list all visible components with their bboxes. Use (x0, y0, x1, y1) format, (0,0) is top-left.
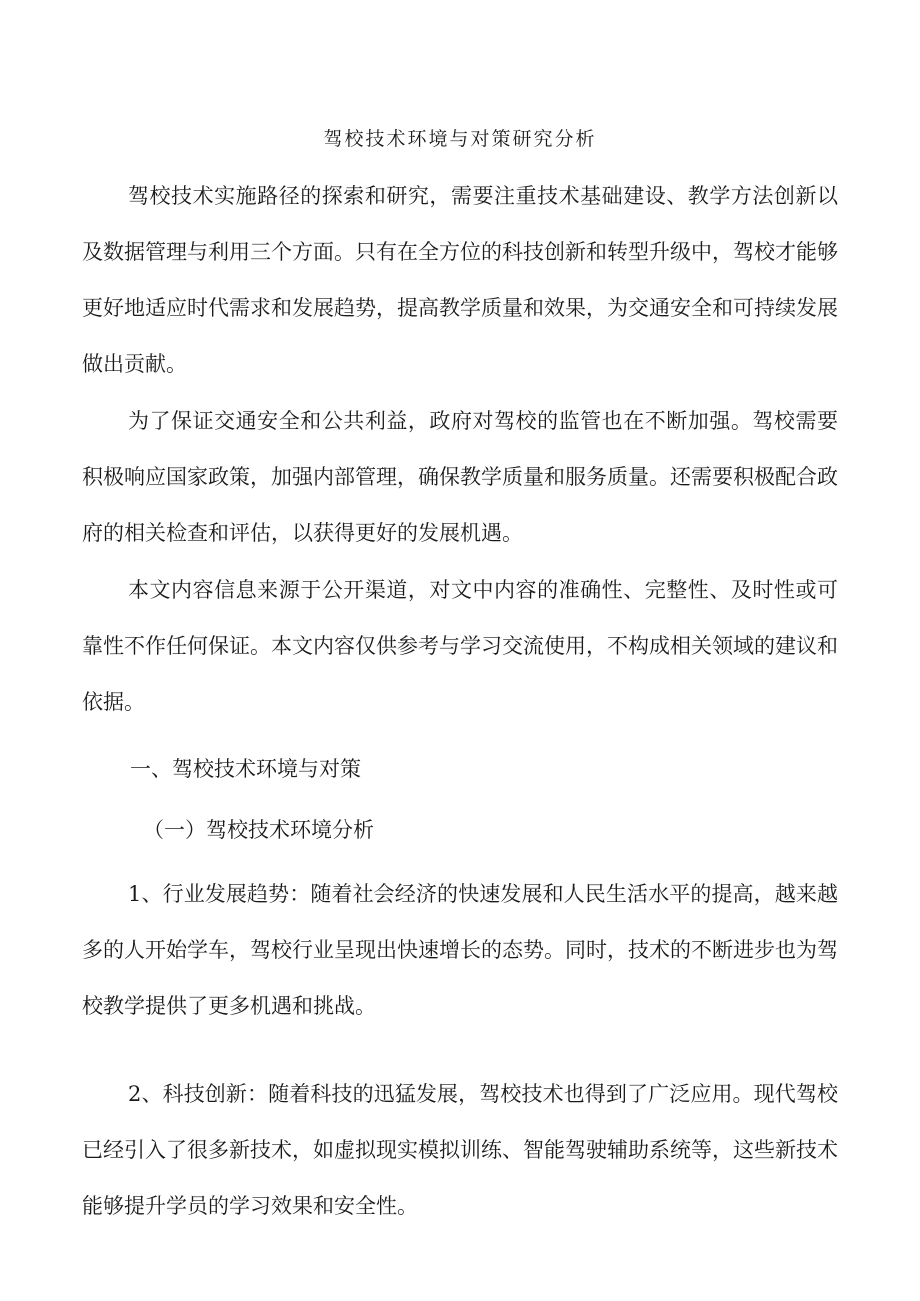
section-heading: 一、驾校技术环境与对策 (130, 757, 361, 781)
document-title: 驾校技术环境与对策研究分析 (323, 128, 597, 150)
item-tech-innovation: 2、科技创新：随着科技的迅猛发展，驾校技术也得到了广泛应用。现代驾校已经引入了很多新技术，如虚拟现实模拟训练、智能驾驶辅助系统等，这些新技术能够提升学员的学习效果和安全性。 (82, 1082, 838, 1218)
intro-paragraph-2: 为了保证交通安全和公共利益，政府对驾校的监管也在不断加强。驾校需要积极响应国家政策，加强内部管理，确保教学质量和服务质量。还需要积极配合政府的相关检查和评估，以获得更好的发展机遇。 (82, 409, 838, 545)
intro-paragraph-1: 驾校技术实施路径的探索和研究，需要注重技术基础建设、教学方法创新以及数据管理与利用三个方面。只有在全方位的科技创新和转型升级中，驾校才能够更好地适应时代需求和发展趋势，提高教学质量和效果，为交通安全和可持续发展做出贡献。 (82, 184, 838, 376)
disclaimer-paragraph: 本文内容信息来源于公开渠道，对文中内容的准确性、完整性、及时性或可靠性不作任何保证。本文内容仅供参考与学习交流使用，不构成相关领域的建议和依据。 (82, 578, 838, 714)
item-industry-trend: 1、行业发展趋势：随着社会经济的快速发展和人民生活水平的提高，越来越多的人开始学车，驾校行业呈现出快速增长的态势。同时，技术的不断进步也为驾校教学提供了更多机遇和挑战。 (82, 882, 838, 1018)
subsection-heading: （一）驾校技术环境分析 (143, 818, 374, 842)
